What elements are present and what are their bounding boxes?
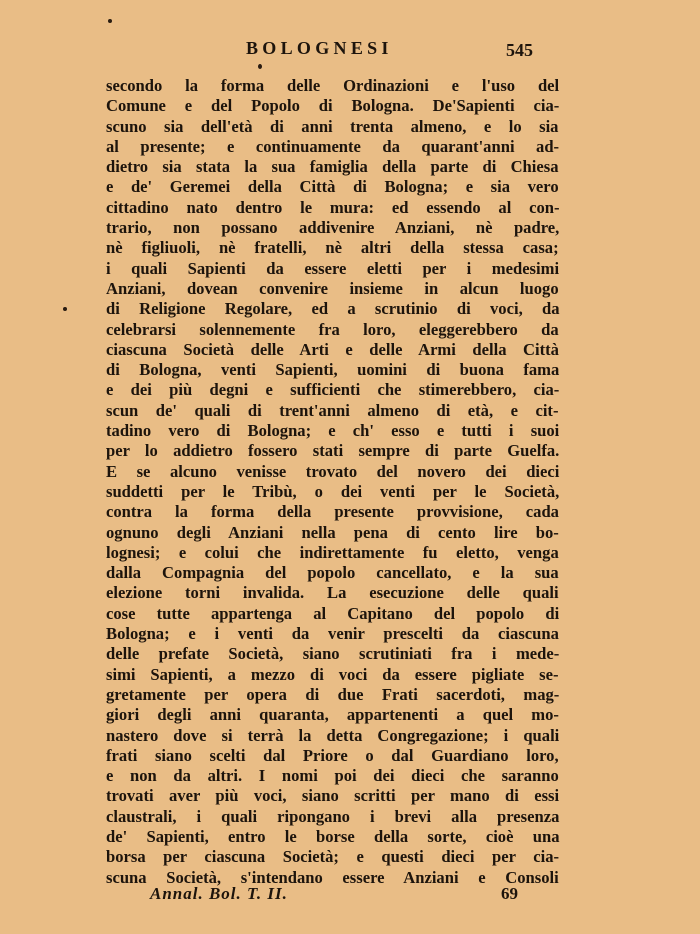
text-line: Comune e del Popolo di Bologna. De'Sapienti cia- — [106, 96, 560, 116]
text-line: tadino vero di Bologna; e ch' esso e tutti i suoi — [106, 421, 560, 441]
text-line: e non da altri. I nomi poi dei dieci che saranno — [106, 766, 559, 786]
text-line: gretamente per opera di due Frati sacerdoti, mag- — [106, 684, 560, 704]
text-line: cose tutte appartenga al Capitano del popolo di — [106, 603, 560, 623]
text-line: trovati aver più voci, siano scritti per mano di essi — [106, 786, 560, 806]
text-line: e dei più degni e sufficienti che stimerebbero, cia- — [106, 380, 560, 400]
ink-speck — [108, 19, 112, 23]
ink-speck — [258, 64, 262, 69]
text-line: dalla Compagnia del popolo cancellato, e la sua — [106, 563, 559, 583]
text-line: di Bologna, venti Sapienti, uomini di buona fama — [106, 360, 560, 380]
text-line: giori degli anni quaranta, appartenenti a quel mo- — [106, 705, 559, 725]
text-line: contra la forma della presente provvisione, cada — [106, 502, 559, 522]
text-line: ciascuna Società delle Arti e delle Armi della Città — [106, 339, 559, 359]
text-line: al presente; e continuamente da quarant'anni ad- — [106, 136, 560, 156]
text-line: borsa per ciascuna Società; e questi dieci per cia- — [106, 847, 560, 867]
printer-signature: Annal. Bol. T. II. — [150, 884, 288, 903]
page-footer — [0, 884, 700, 906]
text-line: dietro sia stata la sua famiglia della parte di Chiesa — [106, 157, 559, 177]
text-line: nè figliuoli, nè fratelli, nè altri della stessa casa; — [106, 238, 559, 258]
text-line: Bologna; e i venti da venir prescelti da ciascuna — [106, 624, 559, 644]
text-line: claustrali, i quali ripongano i brevi alla presenza — [106, 806, 560, 826]
text-line: di Religione Regolare, ed a scrutinio di voci, da — [106, 299, 560, 319]
text-line: lognesi; e colui che indirettamente fu eletto, venga — [106, 542, 559, 562]
text-line: delle prefate Società, siano scrutiniati fra i mede- — [106, 644, 560, 664]
text-line: e de' Geremei della Città di Bologna; e sia vero — [106, 177, 559, 197]
text-line: scuno sia dell'età di anni trenta almeno, e lo sia — [106, 116, 559, 136]
text-line: ognuno degli Anziani nella pena di cento lire bo- — [106, 522, 559, 542]
text-line: secondo la forma delle Ordinazioni e l'uso del — [106, 76, 560, 95]
body-text — [106, 76, 559, 888]
text-line: celebrarsi solennemente fra loro, eleggerebbero da — [106, 319, 559, 339]
running-head: BOLOGNESI — [246, 38, 393, 58]
page-number: 545 — [506, 40, 533, 60]
page-header — [0, 38, 700, 62]
text-line: trario, non possano addivenire Anziani, nè padre, — [106, 218, 560, 238]
text-line: nastero dove si terrà la detta Congregazione; i quali — [106, 725, 560, 745]
text-line: elezione torni invalida. La esecuzione delle quali — [106, 583, 559, 603]
text-line: simi Sapienti, a mezzo di voci da essere pigliate se- — [106, 664, 559, 684]
text-line: scuna Società, s'intendano essere Anziani e Consoli — [106, 867, 559, 887]
signature-number: 69 — [501, 884, 518, 903]
ink-speck — [63, 307, 67, 311]
text-line: frati siano scelti dal Priore o dal Guardiano loro, — [106, 745, 559, 765]
text-line: per lo addietro fossero stati sempre di parte Guelfa. — [106, 441, 560, 461]
text-line: suddetti per le Tribù, o dei venti per le Società, — [106, 481, 560, 501]
text-line: de' Sapienti, entro le borse della sorte, cioè una — [106, 826, 560, 846]
text-line: E se alcuno venisse trovato del novero dei dieci — [106, 461, 560, 481]
text-line: scun de' quali di trent'anni almeno di età, e cit- — [106, 400, 559, 420]
text-line: cittadino nato dentro le mura: ed essendo al con- — [106, 197, 560, 217]
text-line: Anziani, dovean convenire insieme in alcun luogo — [106, 278, 559, 298]
text-line: i quali Sapienti da essere eletti per i medesimi — [106, 258, 560, 278]
